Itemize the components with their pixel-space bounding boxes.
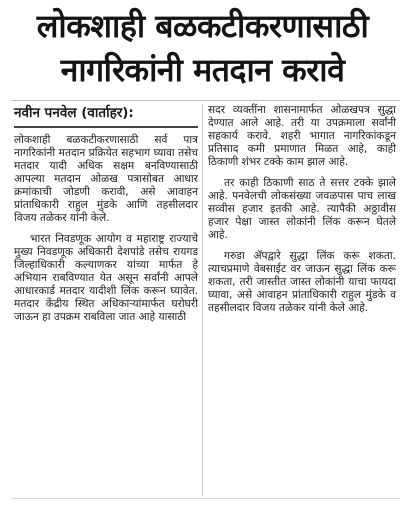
paragraph-5: गरुडा ॲपद्वारे सुद्धा लिंक करू शकता. त्याचप्रमाणे वेबसाईट वर जाऊन सुद्धा लिंक करू शकता, तरी जास्तीत जास्त लोकांनी याचा फायदा घ्यावा, असे आवाहन प्रांताधिकारी राहुल मुंडके व तहसीलदार विजय तळेकर यांनी केले आहे. [208,250,396,314]
bottom-divider [12,498,400,499]
paragraph-1: लोकशाही बळकटीकरणासाठी सर्व पात्र नागरिकांनी मतदान प्रक्रियेत सहभाग घ्यावा तसेच मतदार यादी अधिक सक्षम बनविण्यासाठी आपल्या मतदान ओळख पत्रासोबत आधार क्रमांकाची जोडणी करावी, असे आवाहन प्रांताधिकारी राहुल मुंडके आणि तहसीलदार विजय तळेकर यांनी केले. [14,134,198,224]
column-divider [202,104,203,496]
headline-line-1: लोकशाही बळकटीकरणासाठी [36,7,369,45]
headline-line-2: नागरिकांनी मतदान करावे [60,51,345,89]
byline: नवीन पनवेल (वार्ताहर): [14,105,134,121]
headline-divider [12,100,400,101]
headline [0,4,405,92]
article-column-right [208,104,396,323]
byline-underline [14,126,198,128]
article-column-left [14,104,198,332]
paragraph-3: सदर व्यक्तींना शासनामार्फत ओळखपत्र सुद्धा देण्यात आले आहे. तरी या उपक्रमाला सर्वांनी सहकार्य करावे. शहरी भागात नागरिकांकडून प्रतिसाद कमी प्रमाणात मिळत आहे, काही ठिकाणी शंभर टक्के काम झाल आहे. [208,104,396,168]
paragraph-2: भारत निवडणूक आयोग व महाराष्ट्र राज्याचे मुख्य निवडणूक अधिकारी देशपांडे तसेच रायगड जिल्हाधिकारी कल्याणकर यांच्या मार्फत हे अभियान राबविण्यात येत असून सर्वांनी आपले आधारकार्ड मतदार यादीशी लिंक करून घ्यावेत. मतदार केंद्रीय स्थित अधिकाऱ्यांमार्फत घरोघरी जाऊन हा उपक्रम राबविला जात आहे यासाठी [14,233,198,323]
paragraph-4: तर काही ठिकाणी साठ ते सत्तर टक्के झाले आहे. पनवेलची लोकसंख्या जवळपास पाच लाख सव्वीस हजार इतकी आहे. त्यापैकी अठ्ठावीस हजार पेक्षा जास्त लोकांनी लिंक करून घेतले आहे. [208,177,396,241]
